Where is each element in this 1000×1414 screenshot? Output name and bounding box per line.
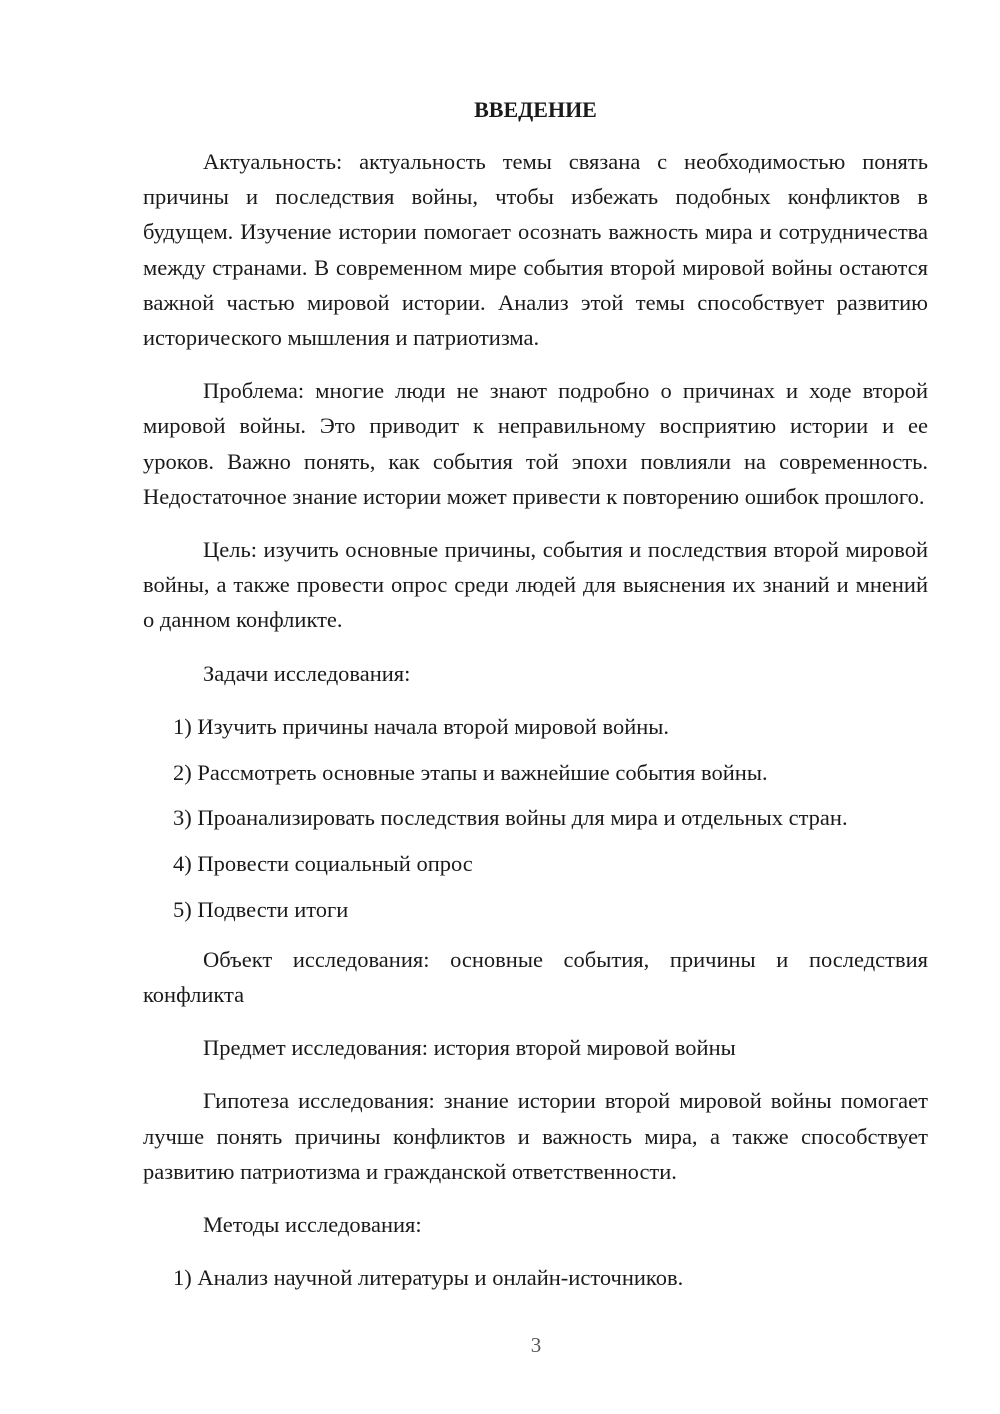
- list-item: 1) Анализ научной литературы и онлайн-источников.: [173, 1265, 684, 1291]
- document-page: [143, 92, 928, 1306]
- problem-paragraph: Проблема: многие люди не знают подробно о причинах и ходе второй мировой войны. Это приводит к неправильному восприятию истории и ее уроков. Важно понять, как события той эпохи повлияли на современность. Недостаточное знание истории может привести к повторению ошибок прошлого.: [143, 378, 928, 509]
- list-item: 2) Рассмотреть основные этапы и важнейшие события войны.: [173, 759, 768, 785]
- list-item: 4) Провести социальный опрос: [173, 850, 473, 876]
- tasks-list: [143, 709, 928, 927]
- list-item: 3) Проанализировать последствия войны для мира и отдельных стран.: [173, 805, 848, 831]
- tasks-heading: Задачи исследования:: [203, 660, 411, 686]
- methods-list: [143, 1260, 928, 1295]
- subject-paragraph: Предмет исследования: история второй мировой войны: [203, 1035, 736, 1061]
- list-item: 5) Подвести итоги: [173, 896, 349, 922]
- relevance-paragraph: Актуальность: актуальность темы связана с необходимостью понять причины и последствия войны, чтобы избежать подобных конфликтов в будущем. Изучение истории помогает осознать важность мира и сотрудничества между странами. В современном мире события второй мировой войны остаются важной частью мировой истории. Анализ этой темы способствует развитию исторического мышления и патриотизма.: [143, 149, 928, 351]
- page-number: 3: [530, 1333, 542, 1357]
- methods-heading: Методы исследования:: [203, 1212, 422, 1238]
- section-title: ВВЕДЕНИЕ: [474, 97, 597, 122]
- list-item: 1) Изучить причины начала второй мировой войны.: [173, 713, 670, 739]
- object-paragraph: Объект исследования: основные события, причины и последствия конфликта: [143, 946, 928, 1008]
- hypothesis-paragraph: Гипотеза исследования: знание истории второй мировой войны помогает лучше понять причины конфликтов и важность мира, а также способствует развитию патриотизма и гражданской ответственности.: [143, 1088, 928, 1184]
- goal-paragraph: Цель: изучить основные причины, события и последствия второй мировой войны, а также провести опрос среди людей для выяснения их знаний и мнений о данном конфликте.: [143, 537, 928, 633]
